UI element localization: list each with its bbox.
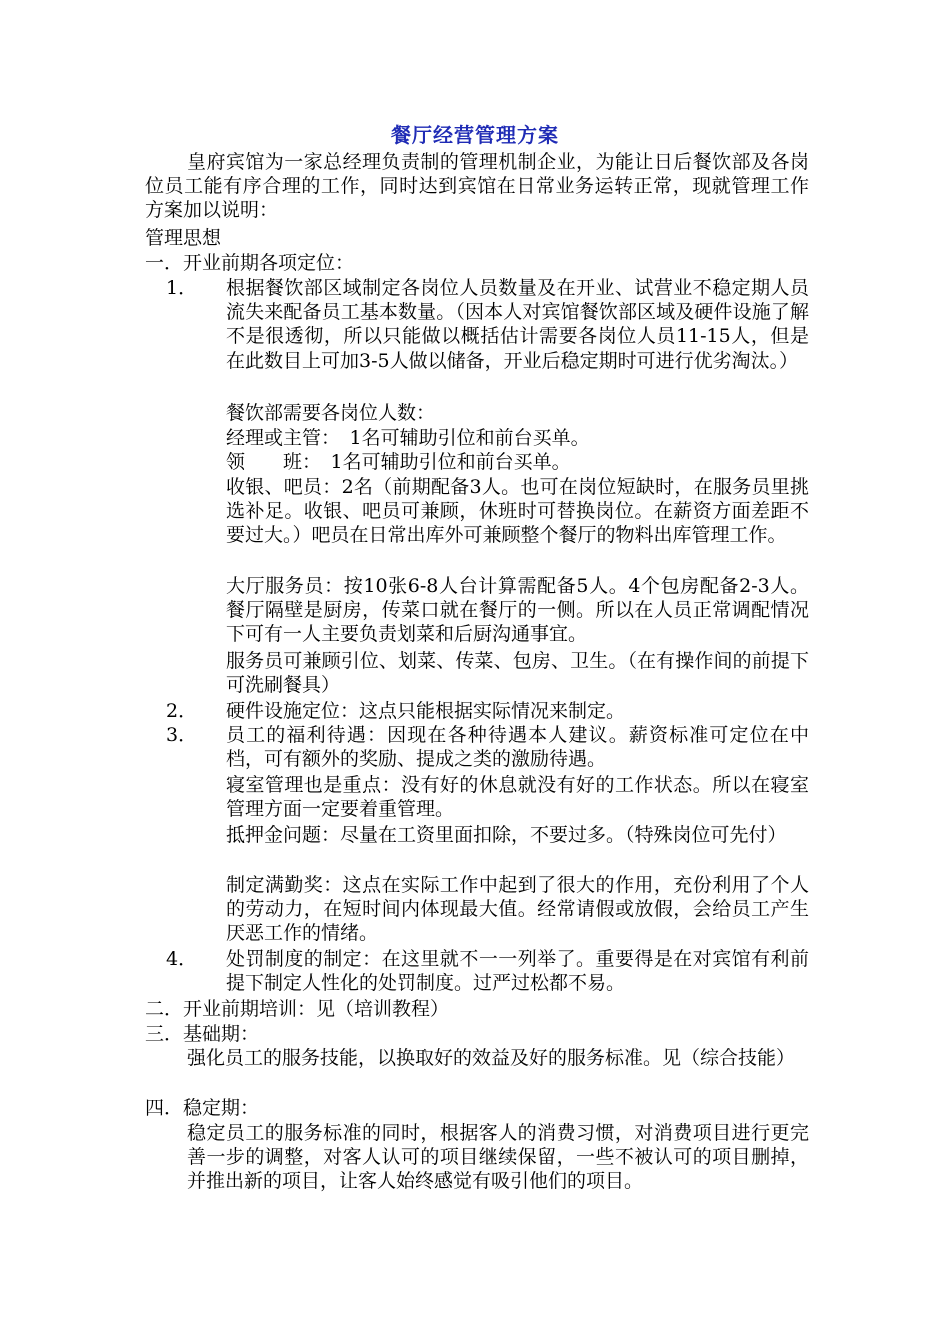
staff-cashier: 收银、吧员：2名（前期配备3人。也可在岗位短缺时，在服务员里挑选补足。收银、吧员可兼顾，休班时可替换岗位。在薪资方面差距不要过大。）吧员在日常出库外可兼顾整个餐厅的物料出库管理工作。 (226, 476, 809, 547)
heading-management-idea: 管理思想 (145, 227, 222, 249)
item1-number: 1． (166, 277, 198, 299)
intro-paragraph: 皇府宾馆为一家总经理负责制的管理机制企业，为能让日后餐饮部及各岗位员工能有序合理的工作，同时达到宾馆在日常业务运转正常，现就管理工作方案加以说明： (145, 151, 809, 222)
staff-hall: 大厅服务员：按10张6-8人台计算需配备5人。4个包房配备2-3人。餐厅隔壁是厨房，传菜口就在餐厅的一侧。所以在人员正常调配情况下可有一人主要负责划菜和后厨沟通事宜。 (226, 575, 809, 646)
section1-title: 一．开业前期各项定位： (145, 252, 355, 274)
item1-text: 根据餐饮部区域制定各岗位人员数量及在开业、试营业不稳定期人员流失来配备员工基本数量。（因本人对宾馆餐饮部区域及硬件设施了解不是很透彻，所以只能做以概括估计需要各岗位人员11-15人，但是在此数目上可加3-5人做以储备，开业后稳定期时可进行优劣淘汰。） (226, 277, 809, 372)
staff-waiter: 服务员可兼顾引位、划菜、传菜、包房、卫生。（在有操作间的前提下可洗刷餐具） (226, 650, 809, 697)
section4-text: 稳定员工的服务标准的同时，根据客人的消费习惯，对消费项目进行更完善一步的调整，对客人认可的项目继续保留，一些不被认可的项目删掉，并推出新的项目，让客人始终感觉有吸引他们的项目。 (187, 1122, 809, 1193)
staff-manager: 经理或主管： 1名可辅助引位和前台买单。 (226, 427, 590, 449)
item3-dorm: 寝室管理也是重点：没有好的休息就没有好的工作状态。所以在寝室管理方面一定要着重管理。 (226, 774, 809, 821)
staff-heading: 餐饮部需要各岗位人数： (226, 402, 436, 424)
item3-bonus: 制定满勤奖：这点在实际工作中起到了很大的作用，充份利用了个人的劳动力，在短时间内体现最大值。经常请假或放假，会给员工产生厌恶工作的情绪。 (226, 874, 809, 945)
document-title: 餐厅经营管理方案 (391, 123, 559, 147)
section2-title: 二．开业前期培训：见（培训教程） (145, 998, 450, 1020)
item4-text: 处罚制度的制定：在这里就不一一列举了。重要得是在对宾馆有利前提下制定人性化的处罚制度。过严过松都不易。 (226, 948, 809, 995)
item2-text: 硬件设施定位：这点只能根据实际情况来制定。 (226, 700, 626, 722)
section3-title: 三．基础期： (145, 1023, 260, 1045)
item3-deposit: 抵押金问题：尽量在工资里面扣除，不要过多。（特殊岗位可先付） (226, 824, 787, 846)
item3-text: 员工的福利待遇：因现在各种待遇本人建议。薪资标准可定位在中档，可有额外的奖励、提成之类的激励待遇。 (226, 724, 809, 771)
staff-leader: 领 班： 1名可辅助引位和前台买单。 (226, 451, 571, 473)
item3-number: 3． (166, 724, 198, 746)
item2-number: 2． (166, 700, 198, 722)
item4-number: 4． (166, 948, 198, 970)
section4-title: 四．稳定期： (145, 1097, 260, 1119)
section3-text: 强化员工的服务技能，以换取好的效益及好的服务标准。见（综合技能） (187, 1047, 796, 1069)
